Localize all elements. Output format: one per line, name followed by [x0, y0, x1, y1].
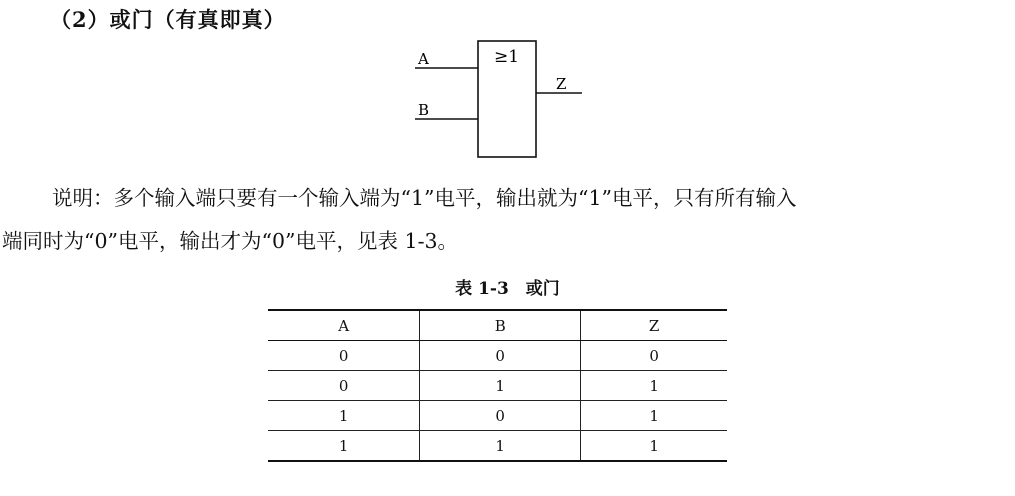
truth-table	[268, 309, 727, 462]
table-cell: 0	[420, 341, 581, 371]
table-cell: 1	[581, 431, 727, 462]
table-cell: 0	[581, 341, 727, 371]
input-a-label: A	[418, 50, 429, 68]
description-line-2: 端同时为“0”电平，输出才为“0”电平，见表 1-3。	[2, 229, 459, 253]
table-cell: 1	[268, 431, 420, 462]
table-cell: 0	[268, 371, 420, 401]
column-header-a: A	[268, 310, 420, 341]
table-row	[268, 401, 727, 431]
table-row	[268, 341, 727, 371]
gate-symbol: ≥1	[494, 47, 520, 67]
table-cell: 0	[420, 401, 581, 431]
table-row	[268, 371, 727, 401]
table-row	[268, 431, 727, 462]
or-gate-diagram	[0, 0, 1015, 170]
table-header-row	[268, 310, 727, 341]
column-header-z: Z	[581, 310, 727, 341]
description-line-1: 说明：多个输入端只要有一个输入端为“1”电平，输出就为“1”电平，只有所有输入	[52, 186, 797, 210]
output-label: Z	[556, 75, 567, 93]
table-cell: 1	[268, 401, 420, 431]
table-cell: 1	[420, 431, 581, 462]
table-title: 表 1-3 或门	[455, 279, 560, 299]
section-heading: （2）或门（有真即真）	[50, 7, 286, 32]
table-cell: 1	[581, 401, 727, 431]
input-b-label: B	[418, 101, 430, 119]
table-cell: 0	[268, 341, 420, 371]
column-header-b: B	[420, 310, 581, 341]
table-cell: 1	[420, 371, 581, 401]
table-cell: 1	[581, 371, 727, 401]
